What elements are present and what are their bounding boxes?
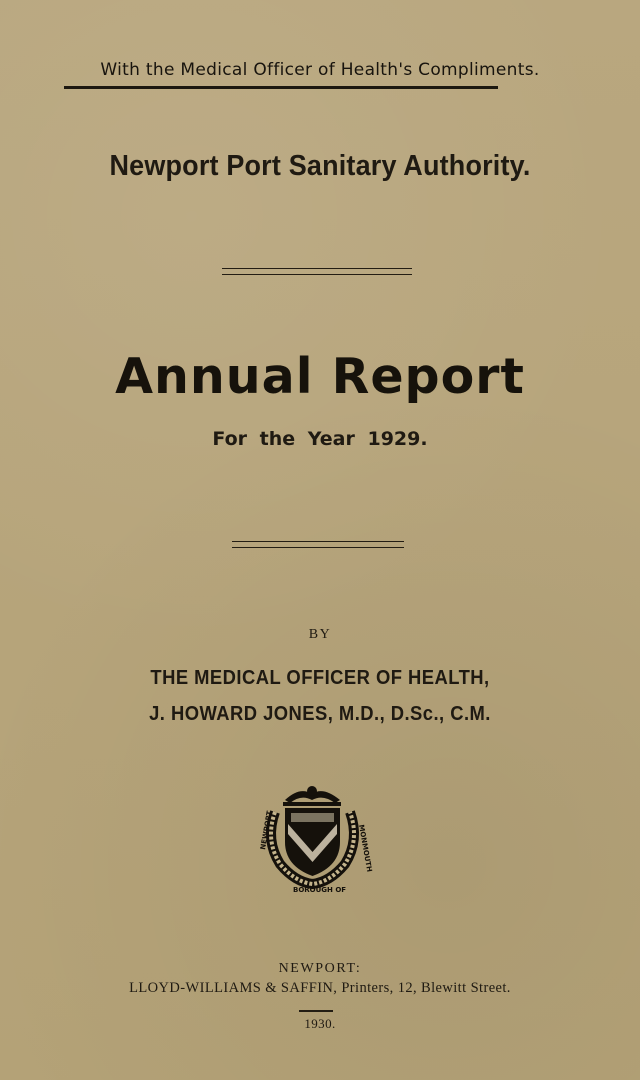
officer-title: THE MEDICAL OFFICER OF HEALTH, <box>150 667 490 689</box>
imprint-place: NEWPORT: <box>278 961 362 976</box>
authority-name: Newport Port Sanitary Authority. <box>109 150 531 182</box>
double-rule-bottom <box>232 541 404 548</box>
crest-motto-bottom: BOROUGH OF <box>293 886 347 894</box>
report-subtitle: For the Year 1929. <box>212 428 428 450</box>
crest-motto-right: MONMOUTH <box>357 823 374 873</box>
report-title: Annual Report <box>115 348 525 405</box>
crest-motto-left: NEWPORT <box>259 810 274 851</box>
compliments-underline <box>64 86 498 89</box>
imprint-printer: LLOYD-WILLIAMS & SAFFIN, Printers, 12, Blewitt Street. <box>129 980 511 996</box>
imprint-rule <box>299 1010 333 1012</box>
borough-crest-icon <box>255 780 374 895</box>
author-name: J. HOWARD JONES, M.D., D.Sc., C.M. <box>149 703 491 725</box>
compliments-line: With the Medical Officer of Health's Compliments. <box>100 60 540 80</box>
imprint-year: 1930. <box>304 1016 336 1031</box>
by-label: BY <box>308 627 332 642</box>
double-rule-top <box>222 268 412 275</box>
